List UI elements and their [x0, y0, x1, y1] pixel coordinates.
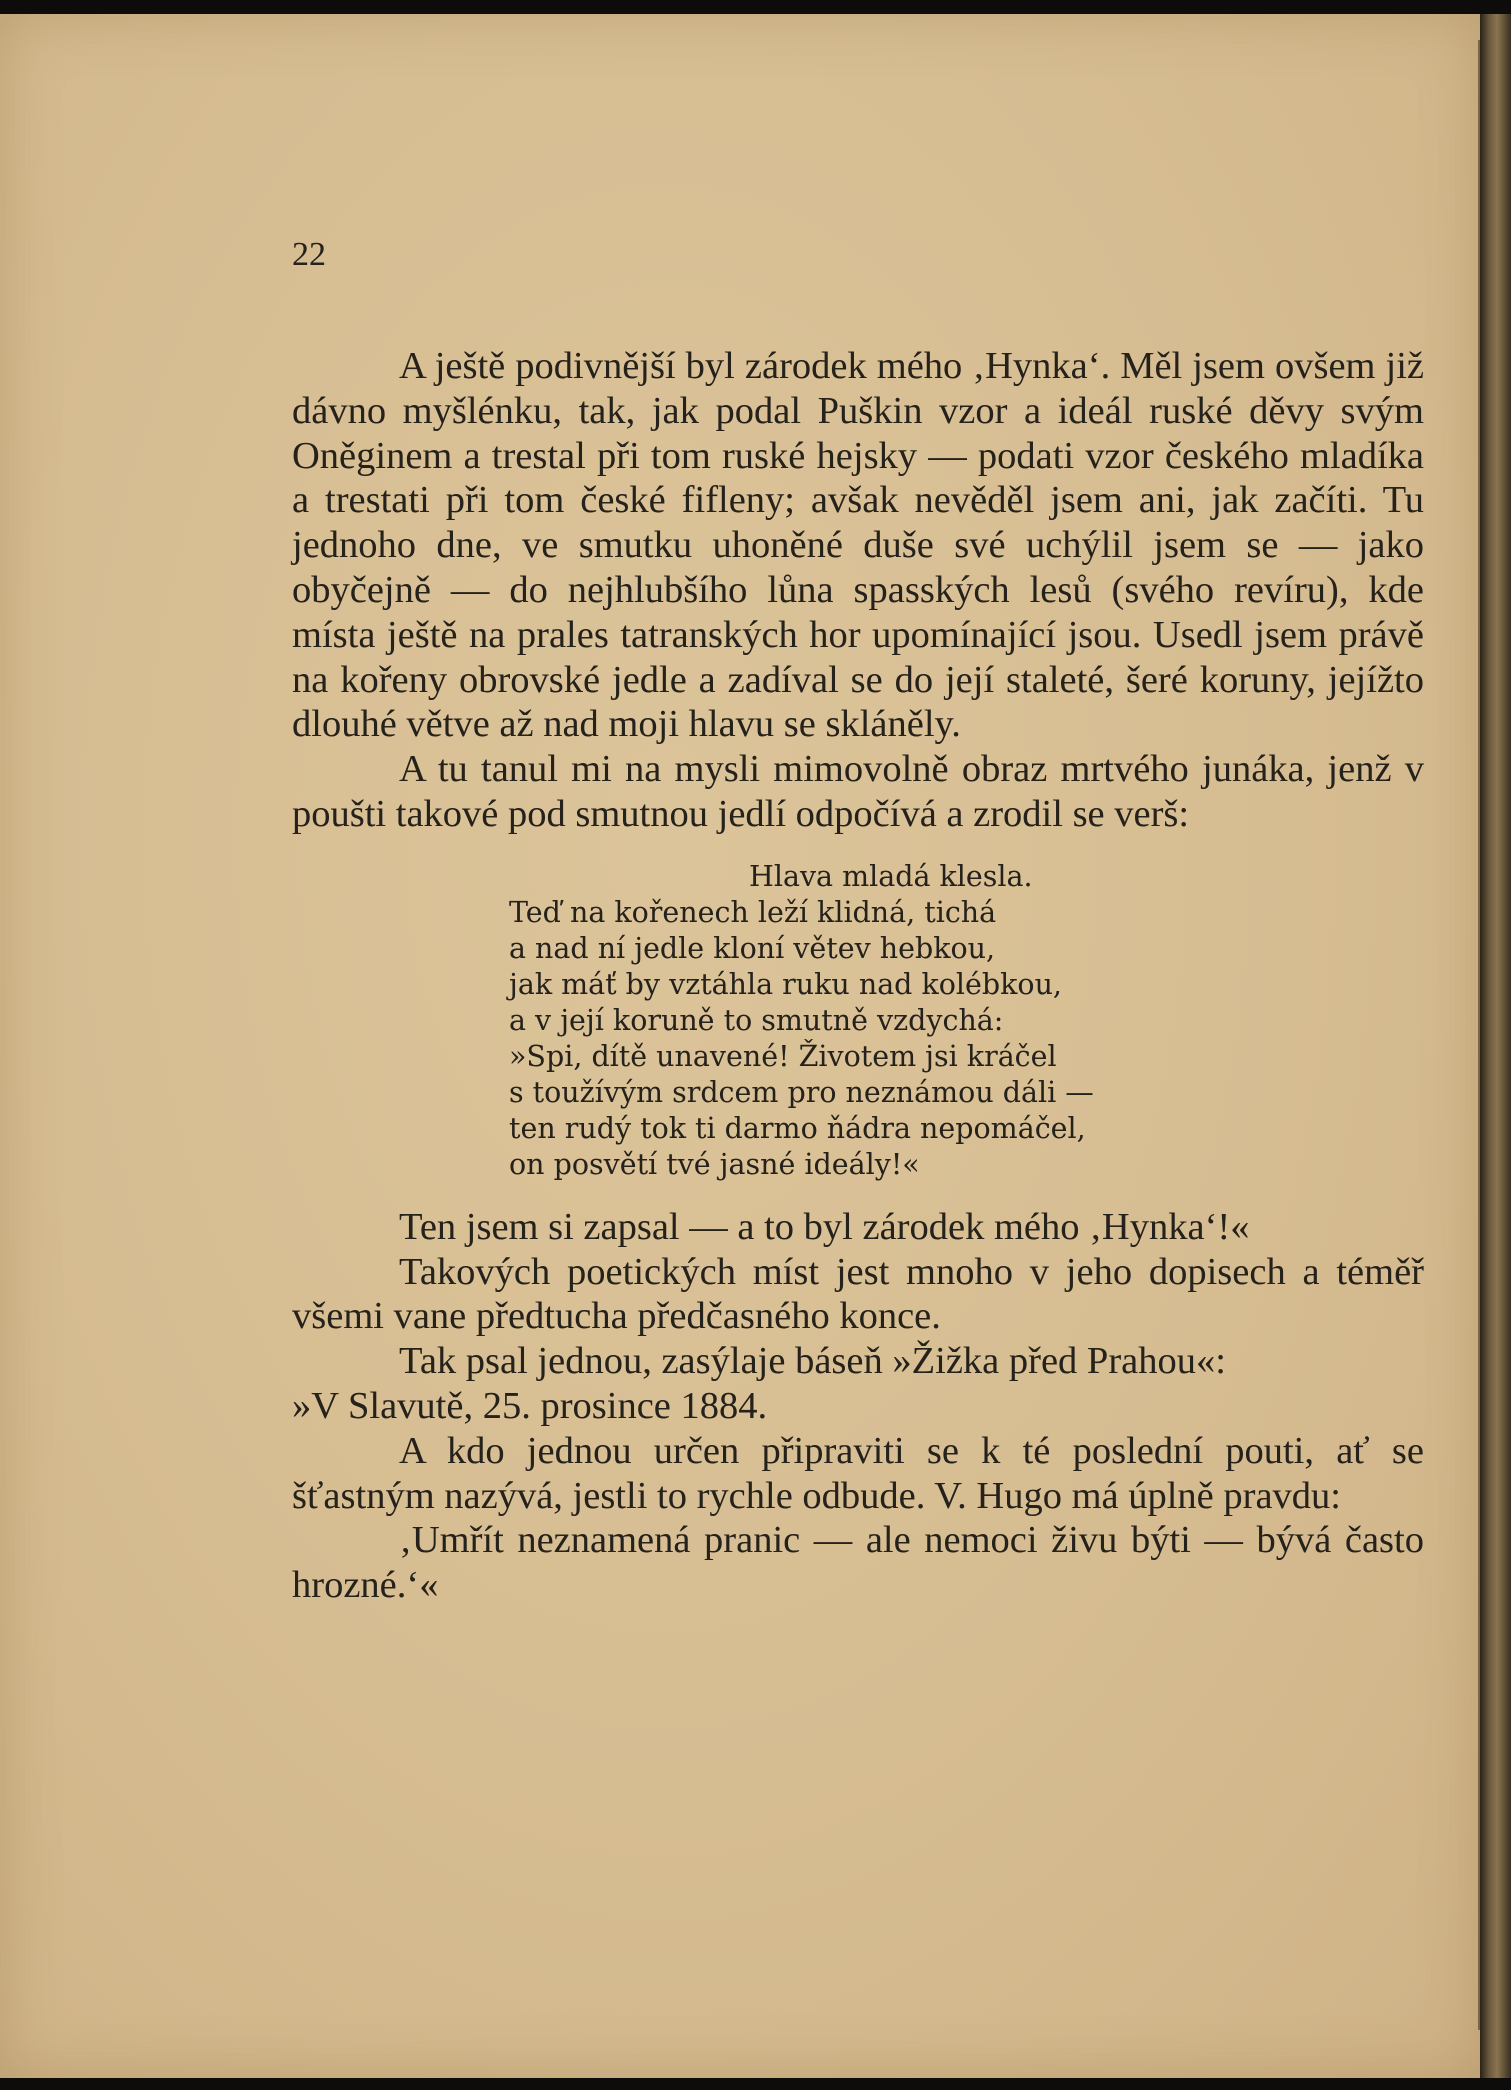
paragraph-last-journey: A kdo jednou určen připraviti se k té poslední pouti, ať se šťastným nazývá, jestli to rychle odbude. V. Hugo má úplně pravdu: — [292, 1429, 1424, 1517]
paragraph-poetic-places: Takových poetických míst jest mnoho v jeho dopisech a téměř všemi vane předtucha předčasného konce. — [292, 1250, 1424, 1338]
body-text — [292, 344, 1424, 1608]
poem-line: »Spi, dítě unavené! Životem jsi kráčel — [509, 1039, 1057, 1073]
book-edge — [1480, 14, 1511, 2078]
poem-line: a nad ní jedle kloní větev hebkou, — [509, 931, 996, 965]
paragraph-zizka: Tak psal jednou, zasýlaje báseň »Žižka před Prahou«: — [399, 1340, 1226, 1383]
paragraph-dead-hero: A tu tanul mi na mysli mimovolně obraz mrtvého junáka, jenž v poušti takové pod smutnou jedlí odpočívá a zrodil se verš: — [292, 748, 1424, 835]
paragraph-hynek-origin: A ještě podivnější byl zárodek mého ‚Hynka‘. Měl jsem ovšem již dávno myšlénku, tak, jak podal Puškin vzor a ideál ruské děvy svým Oněginem a trestal při tom ruské hejsky — podati vzor českého mladíka a trestati při tom české fifleny; avšak nevěděl jsem ani, jak začíti. Tu jednoho dne, ve smutku uhoněné duše své uchýlil jsem se — jako obyčejně — do nejhlubšího lůna spasských lesů (svého revíru), kde místa ještě na prales tatranských hor upomínající jsou. Usedl jsem právě na kořeny obrovské jedle a zadíval se do její staleté, šeré koruny, jejížto dlouhé větve až nad moji hlavu se skláněly. — [292, 345, 1424, 746]
book-page — [0, 14, 1480, 2078]
poem-line: Hlava mladá klesla. — [749, 859, 1033, 893]
paragraph-hugo-quote: ‚Umřít neznamená pranic — ale nemoci živu býti — bývá často hrozné.‘« — [292, 1519, 1424, 1607]
poem-line: on posvětí tvé jasné ideály!« — [509, 1147, 920, 1181]
dateline: »V Slavutě, 25. prosince 1884. — [292, 1384, 768, 1427]
poem-line: jak máť by vztáhla ruku nad kolébkou, — [509, 967, 1062, 1001]
poem — [509, 859, 1424, 1183]
poem-line: Teď na kořenech leží klidná, tichá — [509, 895, 997, 929]
poem-line: ten rudý tok ti darmo ňádra nepomáčel, — [509, 1111, 1086, 1145]
poem-line: a v její koruně to smutně vzdychá: — [509, 1003, 1004, 1037]
poem-line: s toužívým srdcem pro neznámou dáli — — [509, 1075, 1094, 1109]
page-number: 22 — [292, 236, 326, 273]
paragraph-zapsal: Ten jsem si zapsal — a to byl zárodek mého ‚Hynka‘!« — [399, 1205, 1250, 1248]
